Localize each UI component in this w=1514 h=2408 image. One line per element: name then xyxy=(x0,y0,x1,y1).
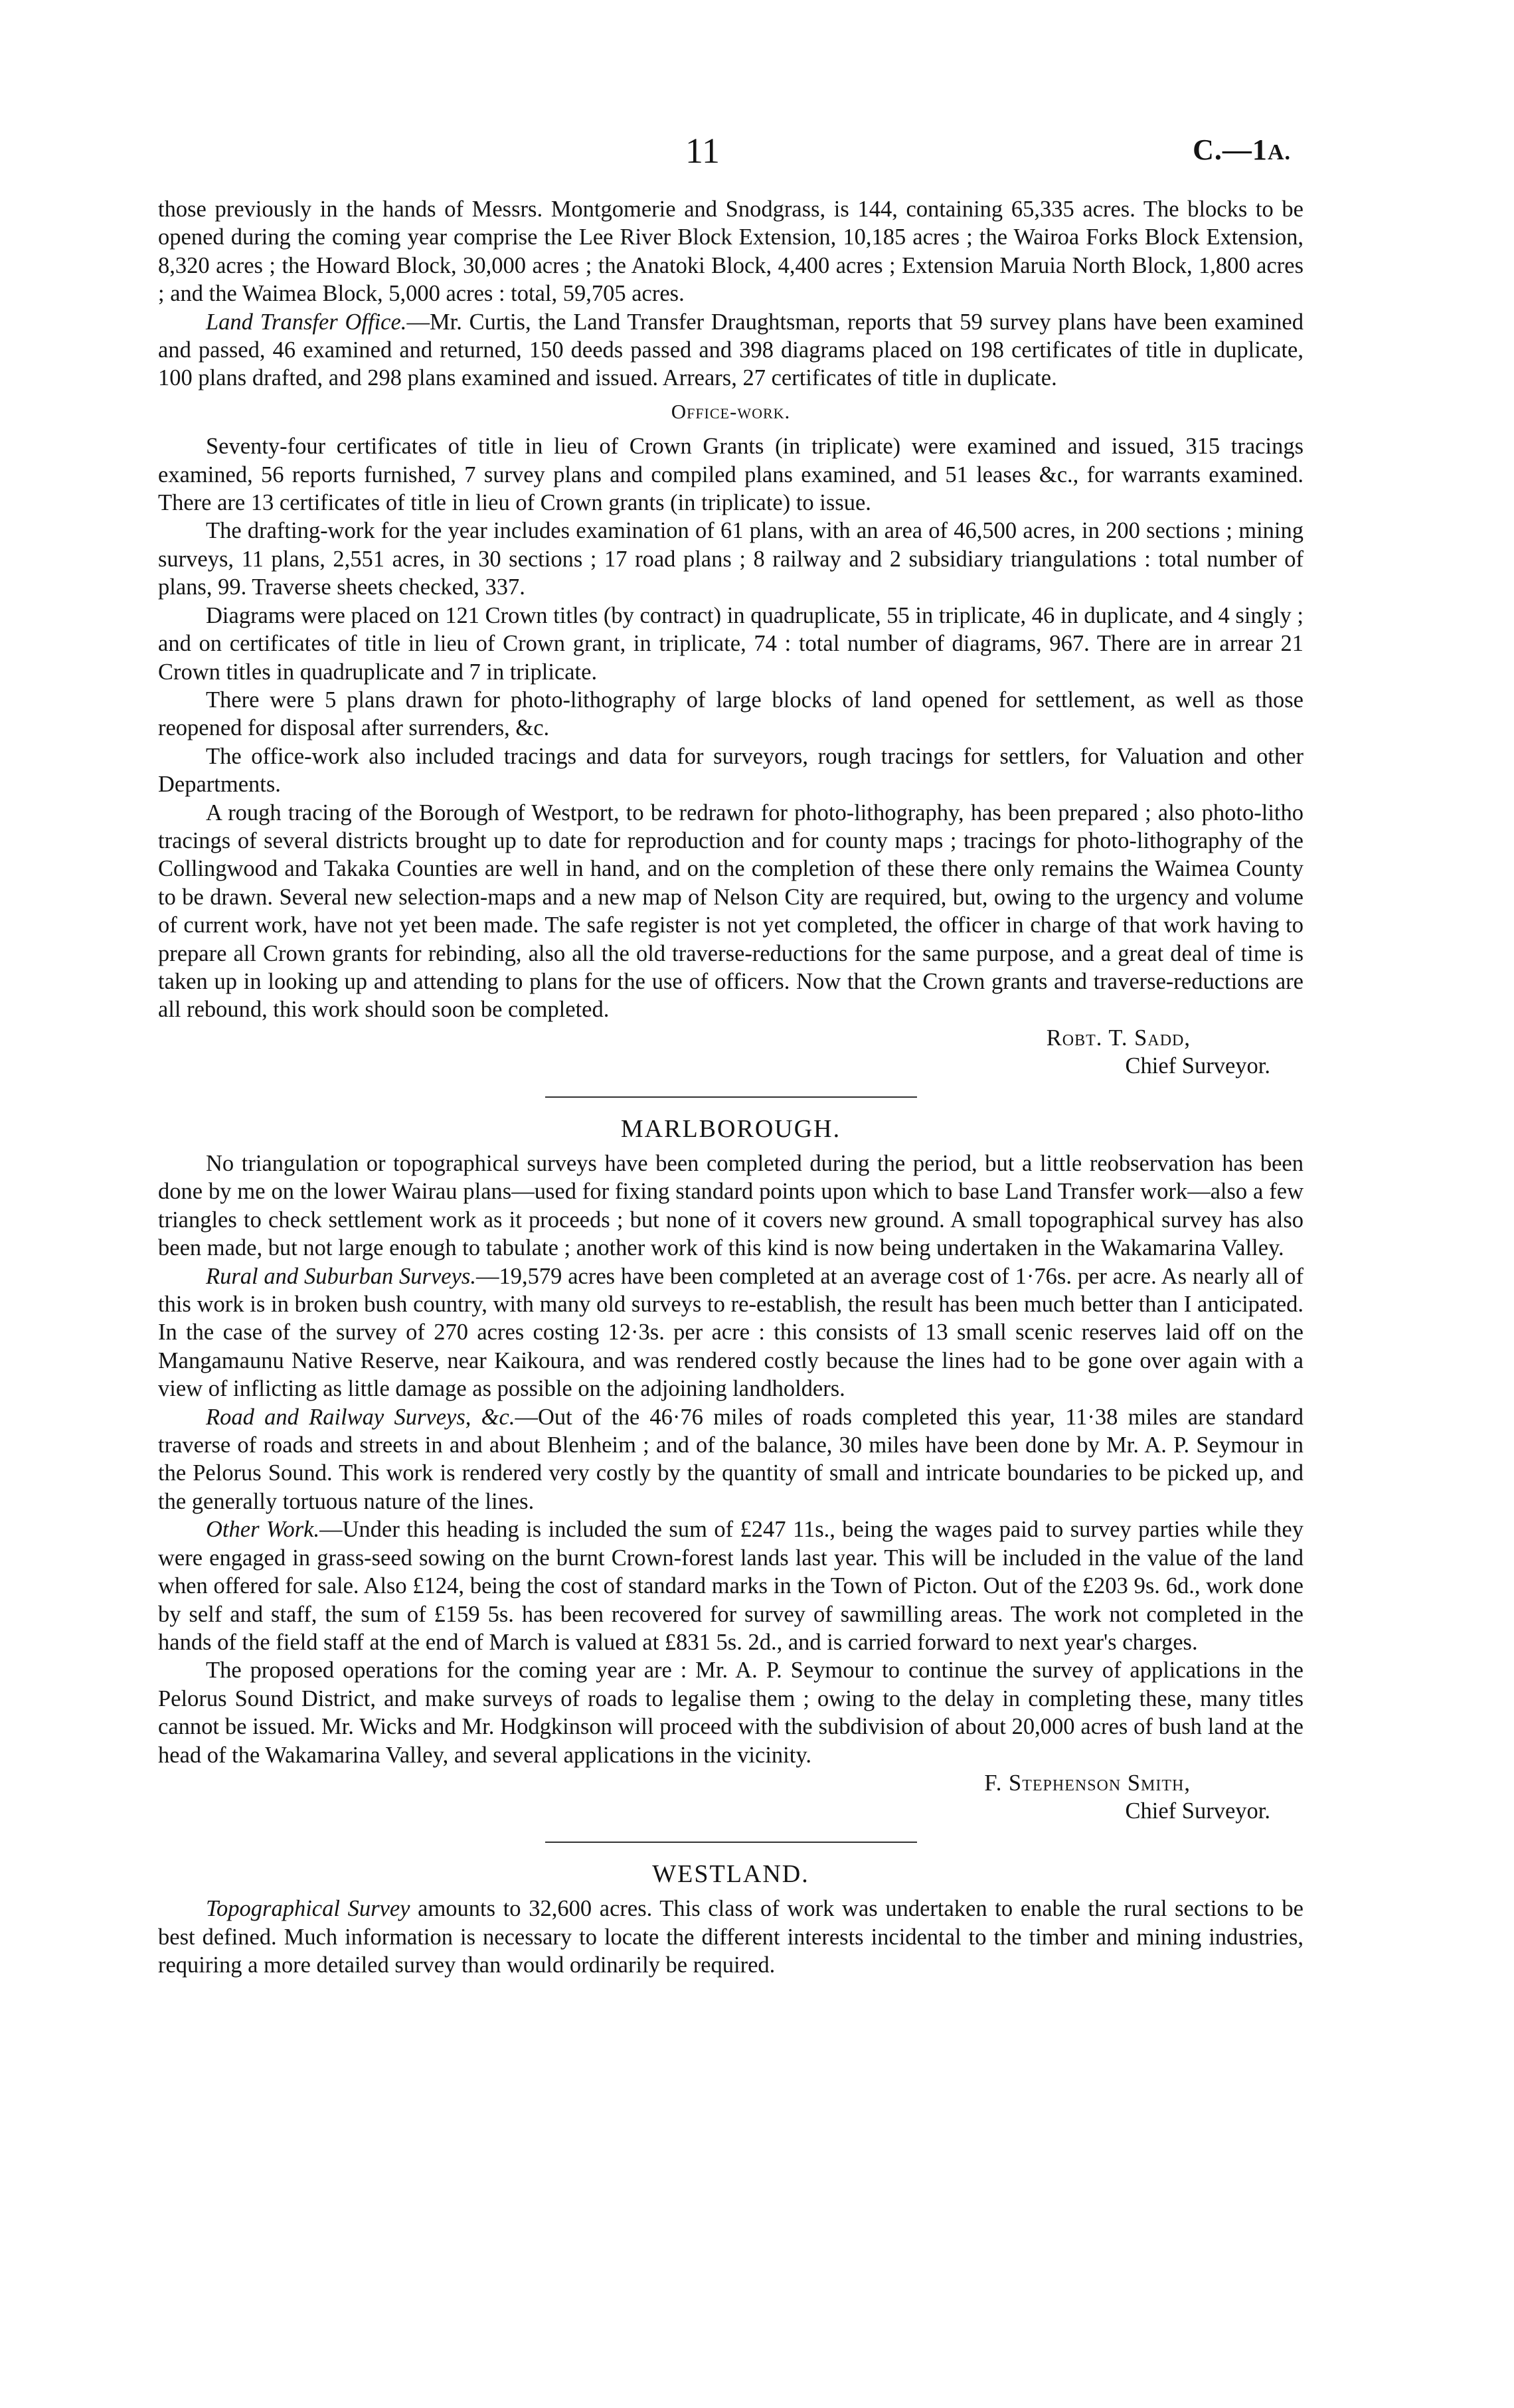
office-paragraph-4: There were 5 plans drawn for photo-lithography of large blocks of land opened for settlement, as well as those reopened for disposal after surrenders, &c. xyxy=(158,687,1304,741)
land-transfer-body: —Mr. Curtis, the Land Transfer Draughtsman, reports that 59 survey plans have been examined and passed, 46 examined and returned, 150 deeds passed and 398 diagrams placed on 198 certificates of title in duplicate, 100 plans drafted, and 298 plans examined and issued. Arrears, 27 certificates of title in duplicate. xyxy=(158,309,1304,391)
office-paragraph-2: The drafting-work for the year includes examination of 61 plans, with an area of 46,500 acres, in 200 sections ; mining surveys, 11 plans, 2,551 acres, in 30 sections ; 17 road plans ; 8 railway and 2 subsidiary triangulations : total number of plans, 99. Traverse sheets checked, 337. xyxy=(158,518,1304,600)
marlborough-heading: MARLBOROUGH. xyxy=(620,1114,841,1143)
marlborough-rural-paragraph xyxy=(158,1262,1304,1403)
nelson-land-transfer-paragraph xyxy=(158,308,1304,392)
rural-surveys-lead: Rural and Suburban Surveys. xyxy=(206,1263,476,1289)
marlborough-signature-title: Chief Surveyor. xyxy=(1125,1798,1270,1824)
other-work-lead: Other Work. xyxy=(206,1517,320,1543)
office-paragraph-3: Diagrams were placed on 121 Crown titles (by contract) in quadruplicate, 55 in triplicate, 46 in duplicate, and 4 singly ; and on certificates of title in lieu of Crown grant, in triplicate, 74 : total number of diagrams, 967. There are in arrear 21 Crown titles in quadruplicate and 7 in triplicate. xyxy=(158,602,1304,685)
page-body xyxy=(158,195,1304,1979)
marlborough-paragraph-5: The proposed operations for the coming year are : Mr. A. P. Seymour to continue the survey of applications in the Pelorus Sound District, and make surveys of roads to legalise them ; owing to the delay in completing these, many titles cannot be issued. Mr. Wicks and Mr. Hodgkinson will proceed with the subdivision of about 20,000 acres of bush land at the head of the Wakamarina Valley, and several applications in the vicinity. xyxy=(158,1658,1304,1768)
rural-surveys-body: —19,579 acres have been completed at an average cost of 1·76s. per acre. As nearly all of this work is in broken bush country, with many old surveys to re-establish, the result has been much better than I anticipated. In the case of the survey of 270 acres costing 12·3s. per acre : this consists of 13 small scenic reserves laid off on the Mangamaunu Native Reserve, near Kaikoura, and was rendered costly because the lines had to be gone over again with a view of inflicting as little damage as possible on the adjoining landholders. xyxy=(158,1263,1304,1402)
topographical-survey-lead: Topographical Survey xyxy=(206,1896,410,1922)
document-reference xyxy=(1193,133,1291,167)
office-paragraph-1: Seventy-four certificates of title in lieu of Crown Grants (in triplicate) were examined and issued, 315 tracings examined, 56 reports furnished, 7 survey plans and compiled plans examined, and 51 leases &c., for warrants examined. There are 13 certificates of title in lieu of Crown grants (in triplicate) to issue. xyxy=(158,434,1304,516)
marlborough-road-paragraph xyxy=(158,1403,1304,1516)
office-work-heading: Office-work. xyxy=(671,399,791,423)
doc-ref-main: C.—1 xyxy=(1193,133,1268,166)
nelson-signature-name: Robt. T. Sadd, xyxy=(1046,1025,1191,1051)
road-surveys-lead: Road and Railway Surveys, &c. xyxy=(206,1404,515,1430)
page-number: 11 xyxy=(685,131,720,171)
office-paragraph-6: A rough tracing of the Borough of Westport, to be redrawn for photo-lithography, has been prepared ; also photo-litho tracings of several districts brought up to date for reproduction and for county maps ; tracings for photo-lithography of the Collingwood and Takaka Counties are well in hand, and on the completion of these there only remains the Waimea County to be drawn. Several new selection-maps and a new map of Nelson City are required, but, owing to the urgency and volume of current work, have not yet been made. The safe register is not yet completed, the officer in charge of that work having to prepare all Crown grants for rebinding, also all the old traverse-reductions for the same purpose, and a great deal of time is taken up in looking up and attending to plans for the use of officers. Now that the Crown grants and traverse-reductions are all rebound, this work should soon be completed. xyxy=(158,800,1304,1023)
topographical-survey-body: amounts to 32,600 acres. This class of work was undertaken to enable the rural sections to be best defined. Much information is necessary to locate the different interests incidental to the timber and mining industries, requiring a more detailed survey than would ordinarily be required. xyxy=(158,1896,1304,1978)
office-paragraph-5: The office-work also included tracings and data for surveyors, rough tracings for settlers, for Valuation and other Departments. xyxy=(158,743,1304,798)
marlborough-other-work-paragraph xyxy=(158,1515,1304,1656)
section-divider xyxy=(545,1842,917,1843)
land-transfer-lead: Land Transfer Office. xyxy=(206,309,407,335)
nelson-signature-title: Chief Surveyor. xyxy=(1125,1053,1270,1079)
road-surveys-body: —Out of the 46·76 miles of roads completed this year, 11·38 miles are standard traverse of roads and streets in and about Blenheim ; and of the balance, 30 miles have been done by Mr. A. P. Seymour in the Pelorus Sound. This work is rendered very costly by the quantity of small and intricate boundaries to be picked up, and the generally tortuous nature of the lines. xyxy=(158,1404,1304,1514)
nelson-paragraph-1: those previously in the hands of Messrs. Montgomerie and Snodgrass, is 144, containing 65,335 acres. The blocks to be opened during the coming year comprise the Lee River Block Extension, 10,185 acres ; the Wairoa Forks Block Extension, 8,320 acres ; the Howard Block, 30,000 acres ; the Anatoki Block, 4,400 acres ; Extension Maruia North Block, 1,800 acres ; and the Waimea Block, 5,000 acres : total, 59,705 acres. xyxy=(158,197,1304,307)
marlborough-paragraph-1: No triangulation or topographical surveys have been completed during the period, but a little reobservation has been done by me on the lower Wairau plans—used for fixing standard points upon which to base Land Transfer work—also a few triangles to check settlement work as it proceeds ; but none of it covers new ground. A small topographical survey has also been made, but not large enough to tabulate ; another work of this kind is now being undertaken in the Wakamarina Valley. xyxy=(158,1151,1304,1261)
section-divider xyxy=(545,1096,917,1098)
westland-paragraph-1 xyxy=(158,1895,1304,1979)
other-work-body: —Under this heading is included the sum of £247 11s., being the wages paid to survey parties while they were engaged in grass-seed sowing on the burnt Crown-forest lands last year. This will be included in the value of the land when offered for sale. Also £124, being the cost of standard marks in the Town of Picton. Out of the £203 9s. 6d., work done by self and staff, the sum of £159 5s. has been recovered for survey of sawmilling areas. The work not completed in the hands of the field staff at the end of March is valued at £831 5s. 2d., and is carried forward to next year's charges. xyxy=(158,1517,1304,1655)
doc-ref-sub: A. xyxy=(1267,140,1291,165)
page-header xyxy=(0,130,1514,183)
marlborough-signature-name: F. Stephenson Smith, xyxy=(984,1770,1191,1796)
westland-heading: WESTLAND. xyxy=(652,1859,809,1888)
